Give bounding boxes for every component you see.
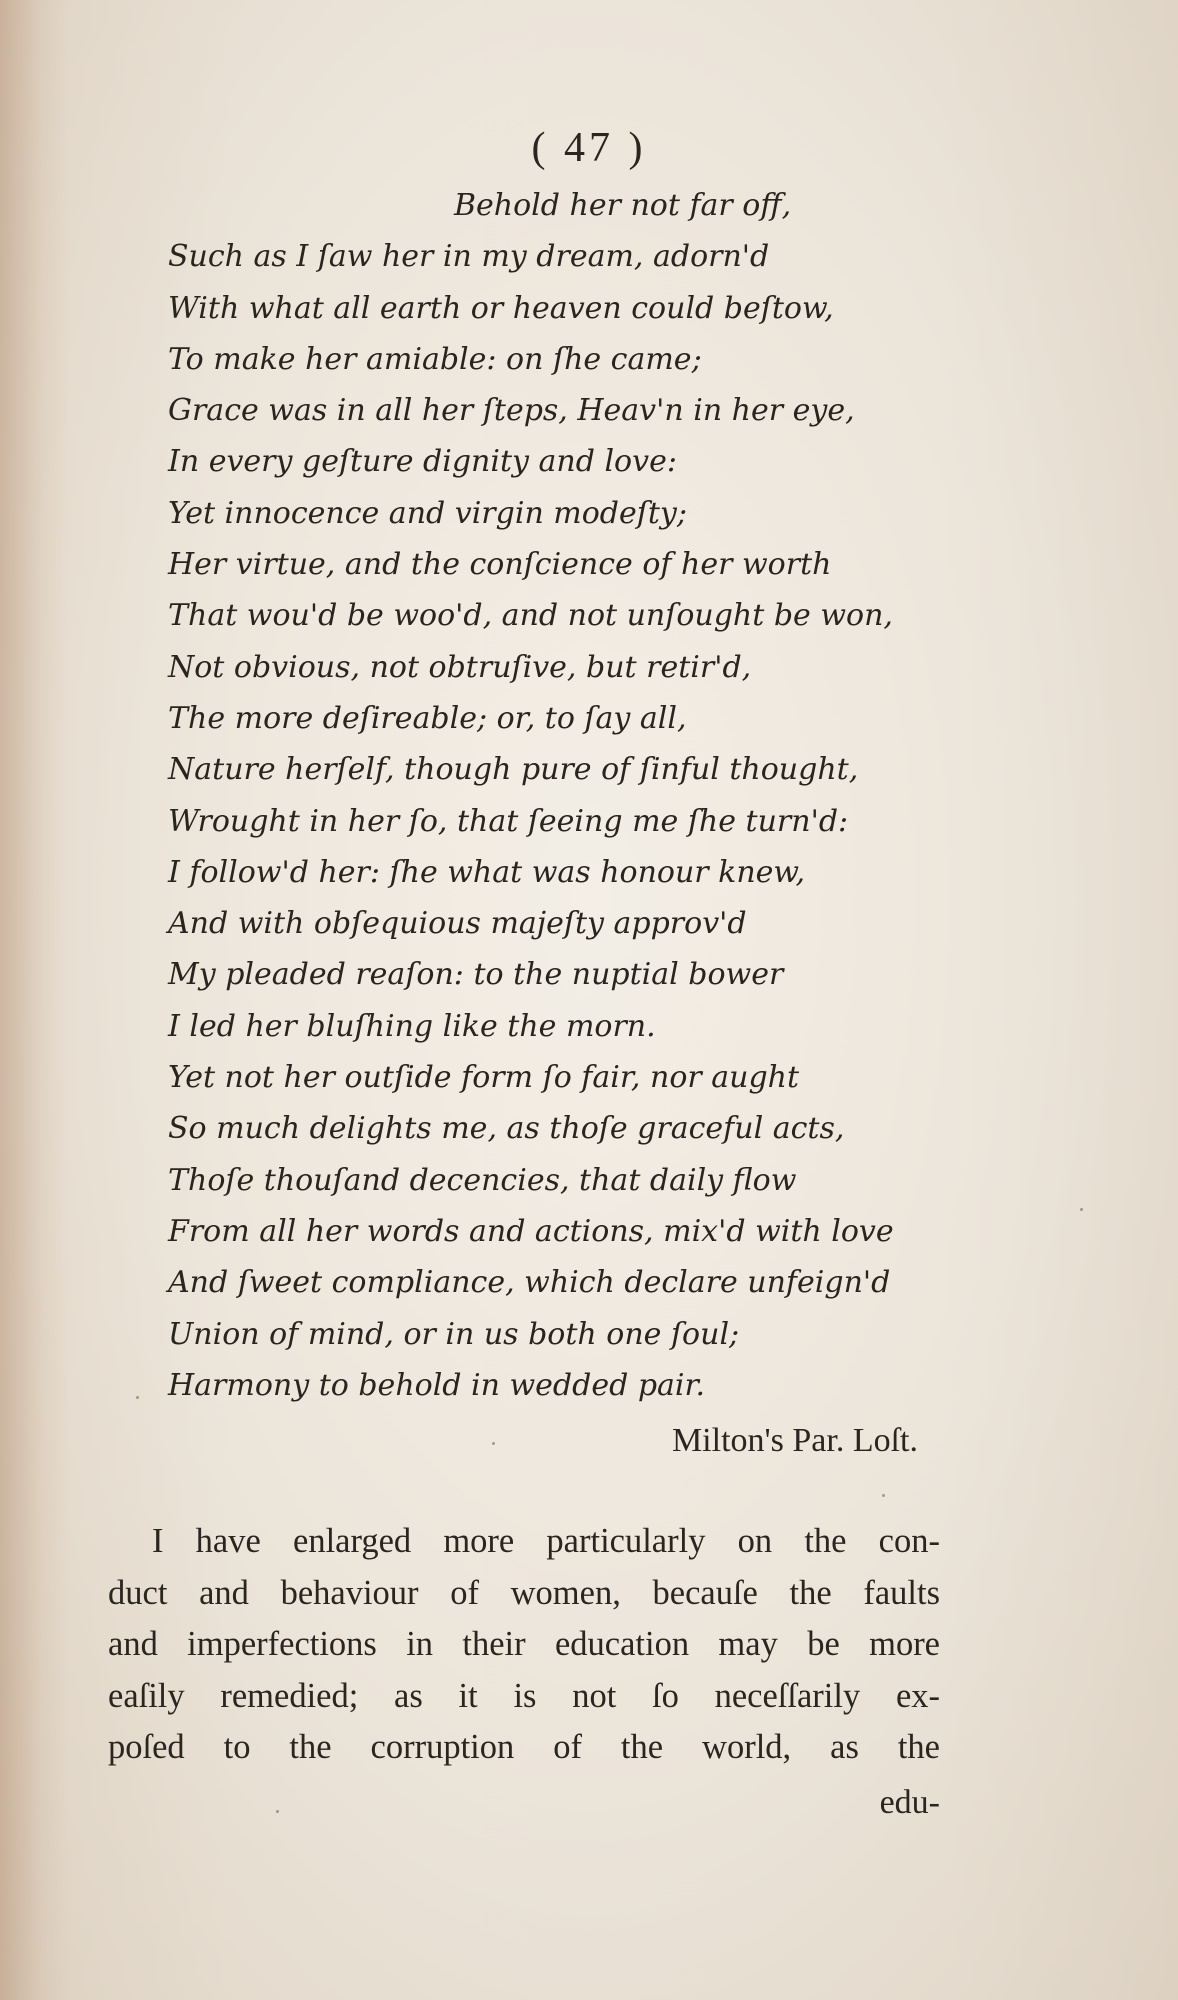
poem-line: Behold her not far off,	[454, 188, 792, 223]
poem-line: Nature herſelf, though pure of ſinful thought,	[168, 752, 859, 788]
prose-paragraph	[108, 1516, 940, 1774]
poem-line: Union of mind, or in us both one ſoul;	[168, 1316, 740, 1352]
poem-line: From all her words and actions, mix'd with love	[168, 1213, 894, 1249]
poem-attribution: Milton's Par. Loſt.	[671, 1422, 918, 1459]
poem-line: Harmony to behold in wedded pair.	[168, 1367, 706, 1403]
prose-line: I have enlarged more particularly on the con-	[152, 1522, 940, 1560]
poem-line: Such as I ſaw her in my dream, adorn'd	[168, 239, 770, 275]
poem-line: So much delights me, as thoſe graceful acts,	[168, 1111, 845, 1147]
poem-line: That wou'd be woo'd, and not unſought be won,	[168, 598, 893, 634]
prose-line: poſed to the corruption of the world, as the	[108, 1728, 940, 1766]
poem-line: In every geſture dignity and love:	[168, 444, 677, 480]
poem-block	[168, 180, 948, 1411]
poem-line: To make her amiable: on ſhe came;	[168, 341, 702, 377]
poem-line: Grace was in all her ſteps, Heav'n in her eye,	[168, 393, 855, 429]
poem-line: Wrought in her ſo, that ſeeing me ſhe turn'd:	[168, 803, 849, 839]
poem-line: Yet innocence and virgin modeſty;	[168, 495, 687, 531]
poem-line: Her virtue, and the conſcience of her worth	[168, 547, 832, 583]
catchword: edu-	[879, 1784, 940, 1821]
poem-line: And ſweet compliance, which declare unfeign'd	[168, 1265, 891, 1301]
paper-speck	[492, 1442, 495, 1445]
paper-speck	[882, 1494, 885, 1497]
poem-line: The more deſireable; or, to ſay all,	[168, 700, 687, 736]
spine-shadow	[0, 0, 70, 2000]
prose-line: and imperfections in their education may be more	[108, 1625, 940, 1663]
paper-speck	[276, 1810, 279, 1813]
poem-line: And with obſequious majeſty approv'd	[168, 906, 747, 942]
poem-line: My pleaded reaſon: to the nuptial bower	[168, 957, 784, 993]
prose-line: eaſily remedied; as it is not ſo neceſſarily ex-	[108, 1676, 940, 1715]
paper-speck	[136, 1396, 139, 1399]
poem-line: Thoſe thouſand decencies, that daily flow	[168, 1162, 797, 1198]
poem-line: I led her bluſhing like the morn.	[168, 1008, 656, 1044]
poem-line: I follow'd her: ſhe what was honour knew,	[168, 854, 806, 890]
poem-line: With what all earth or heaven could beſtow,	[168, 290, 834, 326]
page-number: ( 47 )	[531, 125, 647, 171]
prose-line: duct and behaviour of women, becauſe the faults	[108, 1573, 940, 1612]
poem-line: Not obvious, not obtruſive, but retir'd,	[168, 649, 752, 685]
poem-line: Yet not her outſide form ſo fair, nor aught	[168, 1060, 800, 1096]
paper-speck	[1080, 1208, 1083, 1211]
